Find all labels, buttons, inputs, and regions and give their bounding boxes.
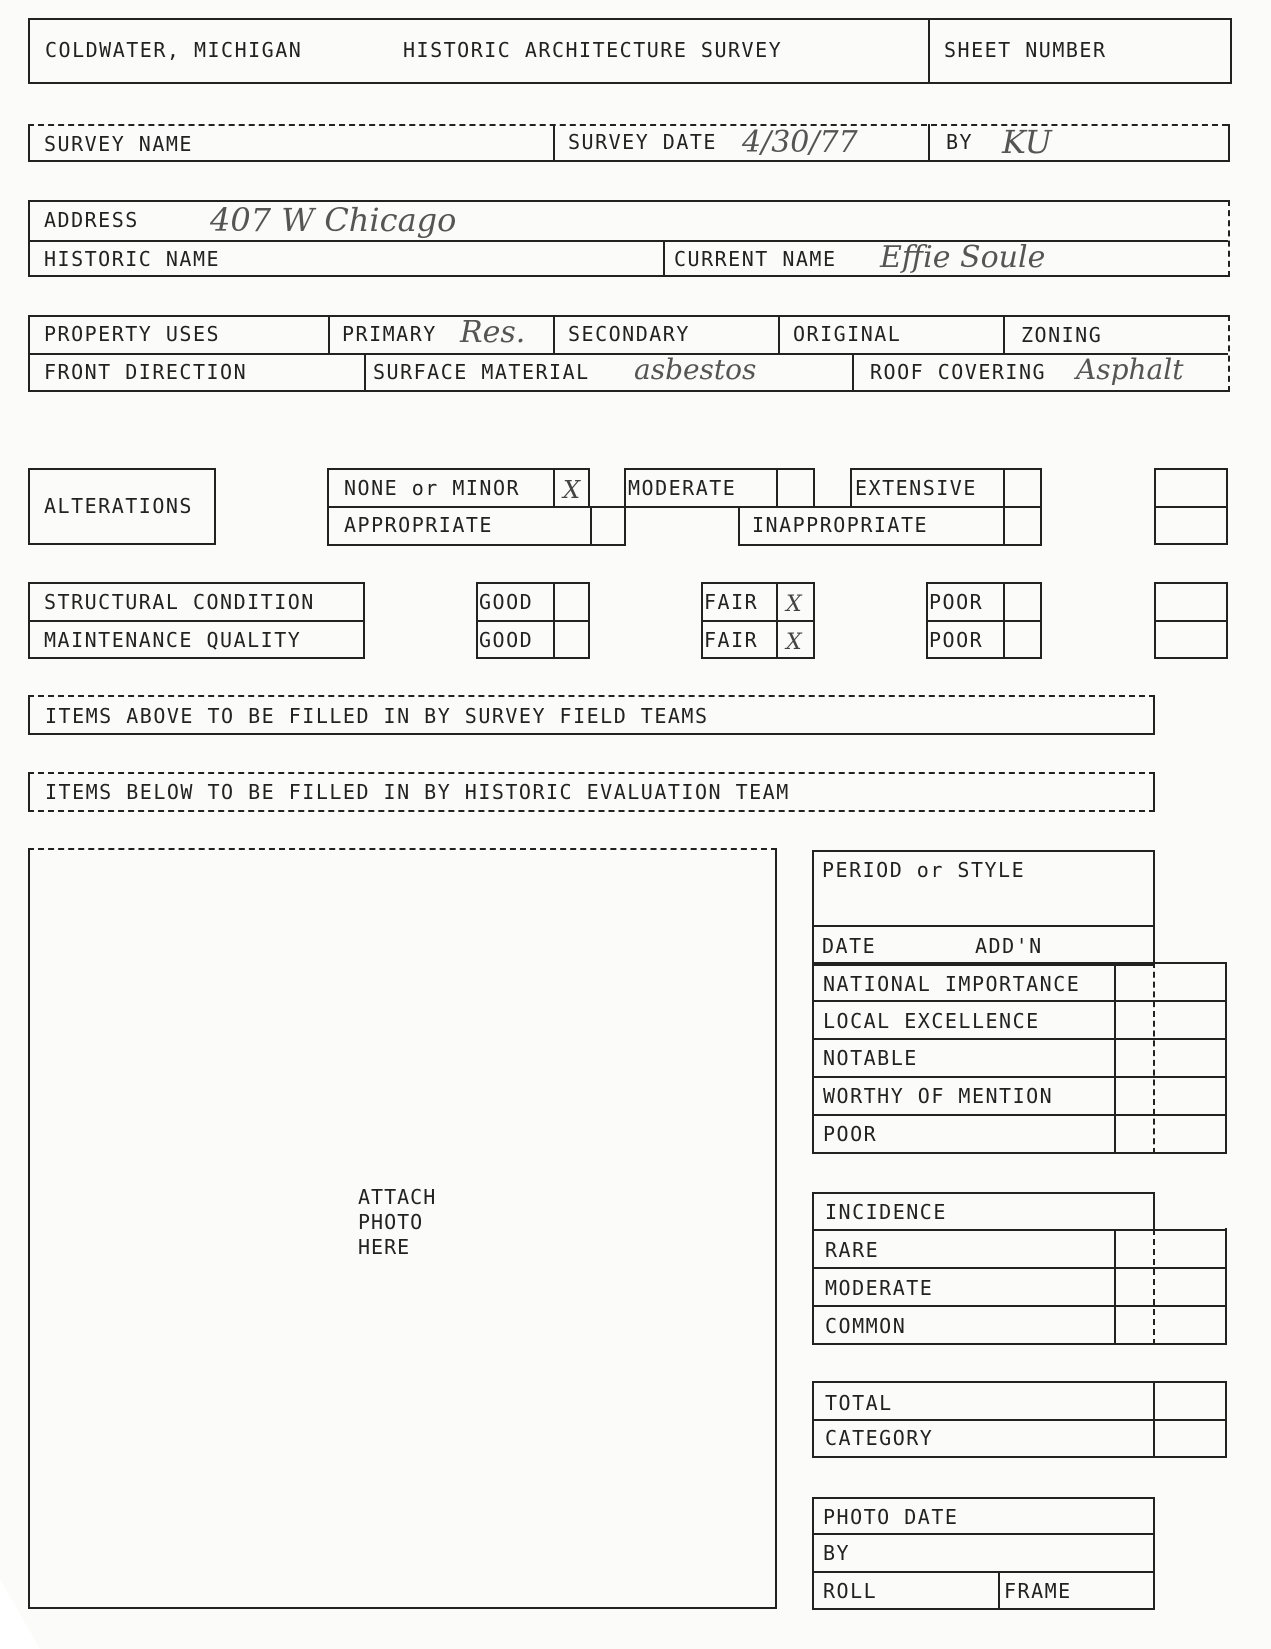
photo-date-label: PHOTO DATE [823,1505,959,1529]
frame-label: FRAME [1004,1579,1072,1603]
surface-material-value[interactable]: asbestos [634,353,757,386]
photo-info-row-divider-1 [812,1533,1155,1535]
survey-date-value[interactable]: 4/30/77 [742,125,858,160]
common-label: COMMON [825,1314,907,1338]
rare-label: RARE [825,1238,880,1262]
alterations-score-divider [1154,506,1228,508]
roof-covering-value[interactable]: Asphalt [1076,353,1184,386]
primary-divider [328,315,330,353]
appropriate-label: APPROPRIATE [344,513,493,537]
address-label: ADDRESS [44,208,139,232]
incidence-row-divider-2 [812,1267,1227,1269]
totals-row-divider [812,1419,1227,1421]
roof-divider [852,353,854,391]
structural-poor-label: POOR [929,590,984,614]
importance-col-divider-2 [1153,962,1155,1154]
front-direction-label: FRONT DIRECTION [44,360,248,384]
surface-divider [364,353,366,391]
photo-line: PHOTO [358,1210,424,1234]
survey-divider-2 [928,124,930,162]
inappropriate-label: INAPPROPRIATE [752,513,929,537]
original-label: ORIGINAL [793,322,902,346]
total-label: TOTAL [825,1391,893,1415]
importance-row-divider-2 [812,1038,1227,1040]
moderate-incidence-label: MODERATE [825,1276,934,1300]
city-label: COLDWATER, MICHIGAN [45,38,303,62]
survey-name-label: SURVEY NAME [44,132,193,156]
incidence-title-right [1153,1192,1155,1230]
incidence-col-divider-2 [1153,1229,1155,1345]
fair-check-divider [776,582,778,659]
below-note: ITEMS BELOW TO BE FILLED IN BY HISTORIC EVALUATION TEAM [45,780,790,804]
survey-divider-1 [553,124,555,162]
by-value[interactable]: KU [1002,123,1052,161]
good-check-divider [553,582,555,659]
zoning-label: ZONING [1021,323,1103,347]
importance-row-divider-1 [812,1000,1227,1002]
historic-name-label: HISTORIC NAME [44,247,221,271]
incidence-col-divider-1 [1114,1229,1116,1345]
period-style-label: PERIOD or STYLE [822,858,1026,882]
photo-by-label: BY [823,1541,851,1565]
none-minor-label: NONE or MINOR [344,476,521,500]
address-divider [28,240,1228,242]
moderate-check-divider [776,468,778,508]
header-divider [928,18,930,84]
secondary-divider [553,315,555,353]
roll-label: ROLL [823,1579,878,1603]
maintenance-fair-checkmark[interactable]: X [786,630,802,655]
poor-divider [926,620,1042,622]
maintenance-poor-label: POOR [929,628,984,652]
incidence-corner-mask [1155,1190,1229,1228]
survey-row-left [28,124,30,162]
importance-col-divider-1 [1114,962,1116,1154]
alterations-label: ALTERATIONS [44,494,193,518]
national-importance-label: NATIONAL IMPORTANCE [823,972,1081,996]
original-divider [778,315,780,353]
category-label: CATEGORY [825,1426,934,1450]
poor-check-divider [1003,582,1005,659]
totals-col-divider [1153,1381,1155,1458]
structural-fair-label: FAIR [704,590,759,614]
below-note-bottom [28,810,1155,812]
condition-score-divider [1154,620,1228,622]
current-name-value[interactable]: Effie Soule [880,240,1046,275]
none-minor-checkmark[interactable]: X [563,476,581,504]
incidence-row-divider-3 [812,1305,1227,1307]
by-label: BY [946,130,974,154]
above-note: ITEMS ABOVE TO BE FILLED IN BY SURVEY FIELD TEAMS [45,704,709,728]
photo-info-row-divider-2 [812,1571,1155,1573]
moderate-label: MODERATE [628,476,737,500]
here-line: HERE [358,1235,411,1259]
sheet-number-label: SHEET NUMBER [944,38,1107,62]
extensive-check-divider [1003,468,1005,508]
structural-condition-label: STRUCTURAL CONDITION [44,590,315,614]
address-value[interactable]: 407 W Chicago [210,201,457,239]
local-excellence-label: LOCAL EXCELLENCE [823,1009,1040,1033]
zoning-divider [1003,315,1005,353]
primary-value[interactable]: Res. [460,315,526,350]
surface-material-label: SURFACE MATERIAL [373,360,590,384]
roll-frame-divider [998,1571,1000,1610]
incidence-label: INCIDENCE [825,1200,947,1224]
maintenance-good-label: GOOD [479,628,534,652]
secondary-label: SECONDARY [568,322,690,346]
survey-row-right [1228,124,1230,162]
below-note-top [28,772,1155,774]
notable-label: NOTABLE [823,1046,918,1070]
importance-row-divider-3 [812,1076,1227,1078]
importance-row-divider-4 [812,1114,1227,1116]
worthy-of-mention-label: WORTHY OF MENTION [823,1084,1054,1108]
property-divider [28,353,1228,355]
current-name-divider [663,240,665,276]
addn-label: ADD'N [975,934,1043,958]
maintenance-quality-label: MAINTENANCE QUALITY [44,628,302,652]
form-title: HISTORIC ARCHITECTURE SURVEY [403,38,783,62]
appropriate-check-divider [590,506,592,546]
incidence-row-divider-1 [812,1229,1227,1231]
period-date-divider [812,925,1155,927]
good-divider [476,620,590,622]
structural-fair-checkmark[interactable]: X [786,592,802,617]
below-note-right [1153,772,1155,812]
roof-covering-label: ROOF COVERING [870,360,1047,384]
below-note-left [28,772,30,812]
maintenance-fair-label: FAIR [704,628,759,652]
date-label: DATE [822,934,877,958]
primary-label: PRIMARY [342,322,437,346]
attach-line: ATTACH [358,1185,437,1209]
property-uses-label: PROPERTY USES [44,322,221,346]
condition-label-divider [28,620,365,622]
structural-good-label: GOOD [479,590,534,614]
inappropriate-check-divider [1003,506,1005,546]
extensive-label: EXTENSIVE [855,476,977,500]
attach-photo-text [358,1185,436,1260]
current-name-label: CURRENT NAME [674,247,837,271]
survey-date-label: SURVEY DATE [568,130,717,154]
paper-corner [0,1579,40,1649]
fair-divider [701,620,815,622]
none-minor-check-divider [553,468,555,508]
poor-rating-label: POOR [823,1122,878,1146]
